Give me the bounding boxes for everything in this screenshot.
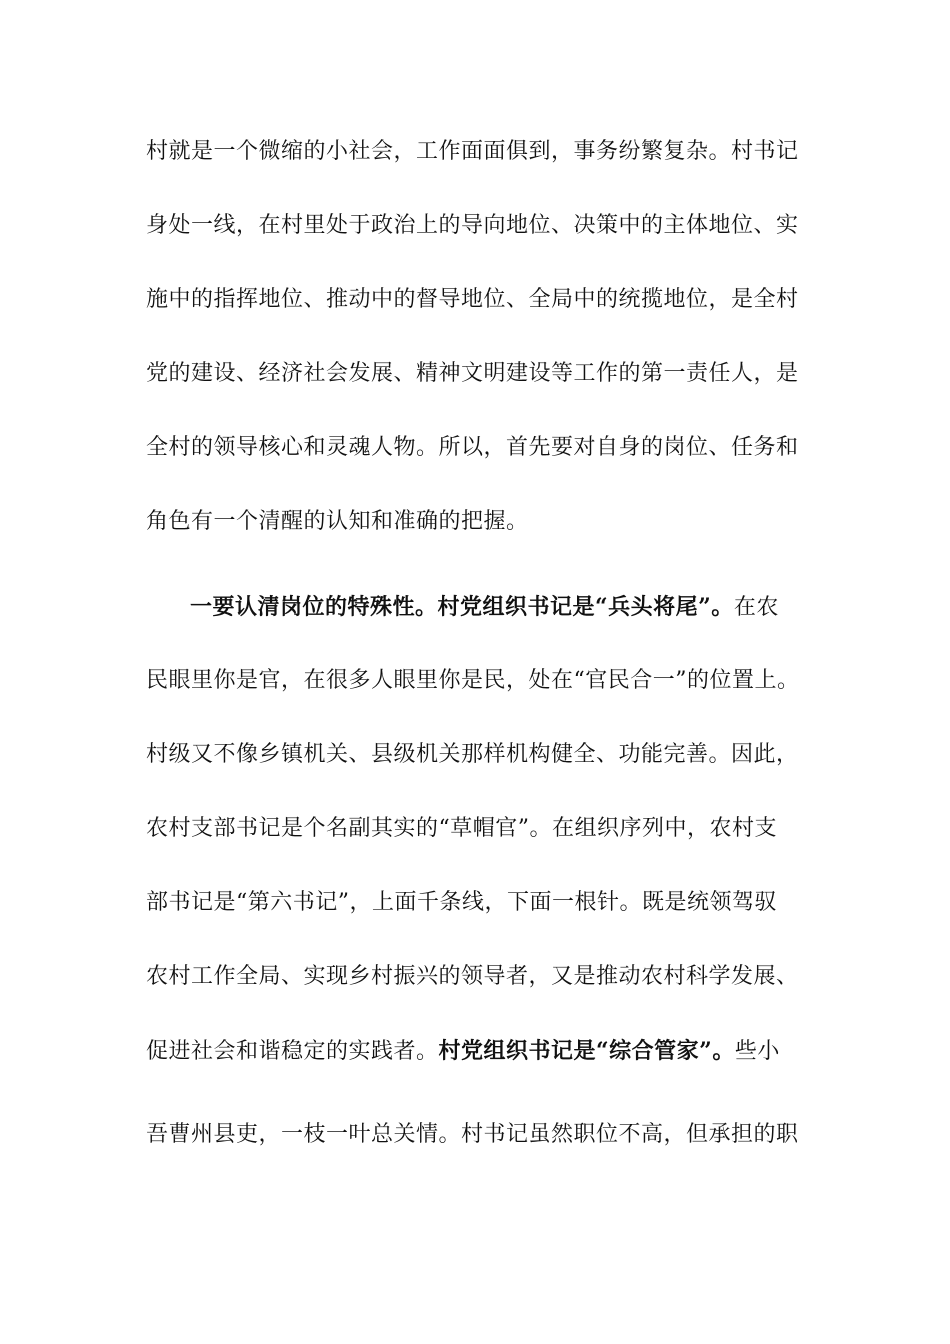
paragraph-2-line-7-rest: 些小 <box>734 1039 780 1064</box>
paragraph-1-line-1: 村就是一个微缩的小社会，工作面面俱到，事务纷繁复杂。村书记 <box>146 139 799 164</box>
paragraph-2-line-7 <box>146 1036 806 1067</box>
paragraph-2-line-1 <box>190 592 850 623</box>
paragraph-1-line-2: 身处一线，在村里处于政治上的导向地位、决策中的主体地位、实 <box>146 213 799 238</box>
paragraph-2-line-3: 村级又不像乡镇机关、县级机关那样机构健全、功能完善。因此， <box>146 742 799 767</box>
paragraph-2-line-6: 农村工作全局、实现乡村振兴的领导者，又是推动农村科学发展、 <box>146 964 799 989</box>
paragraph-2-line-5: 部书记是“第六书记”，上面千条线，下面一根针。既是统领驾驭 <box>146 890 777 915</box>
paragraph-2-heading: 一要认清岗位的特殊性。村党组织书记是“兵头将尾”。 <box>190 594 734 620</box>
paragraph-2-line-8: 吾曹州县吏，一枝一叶总关情。村书记虽然职位不高，但承担的职 <box>146 1122 799 1147</box>
paragraph-2-line-2: 民眼里你是官，在很多人眼里你是民，处在“官民合一”的位置上。 <box>146 668 800 693</box>
paragraph-2-line-4: 农村支部书记是个名副其实的“草帽官”。在组织序列中，农村支 <box>146 816 777 841</box>
paragraph-2-line-7-plain: 促进社会和谐稳定的实践者。 <box>146 1039 439 1064</box>
paragraph-1-line-4: 党的建设、经济社会发展、精神文明建设等工作的第一责任人，是 <box>146 361 799 386</box>
paragraph-2-line-1-rest: 在农 <box>733 595 779 620</box>
paragraph-1-line-5: 全村的领导核心和灵魂人物。所以，首先要对自身的岗位、任务和 <box>146 435 799 460</box>
paragraph-1-line-6: 角色有一个清醒的认知和准确的把握。 <box>146 509 529 534</box>
paragraph-2-subheading: 村党组织书记是“综合管家”。 <box>438 1038 735 1064</box>
paragraph-1-line-3: 施中的指挥地位、推动中的督导地位、全局中的统揽地位，是全村 <box>146 287 799 312</box>
